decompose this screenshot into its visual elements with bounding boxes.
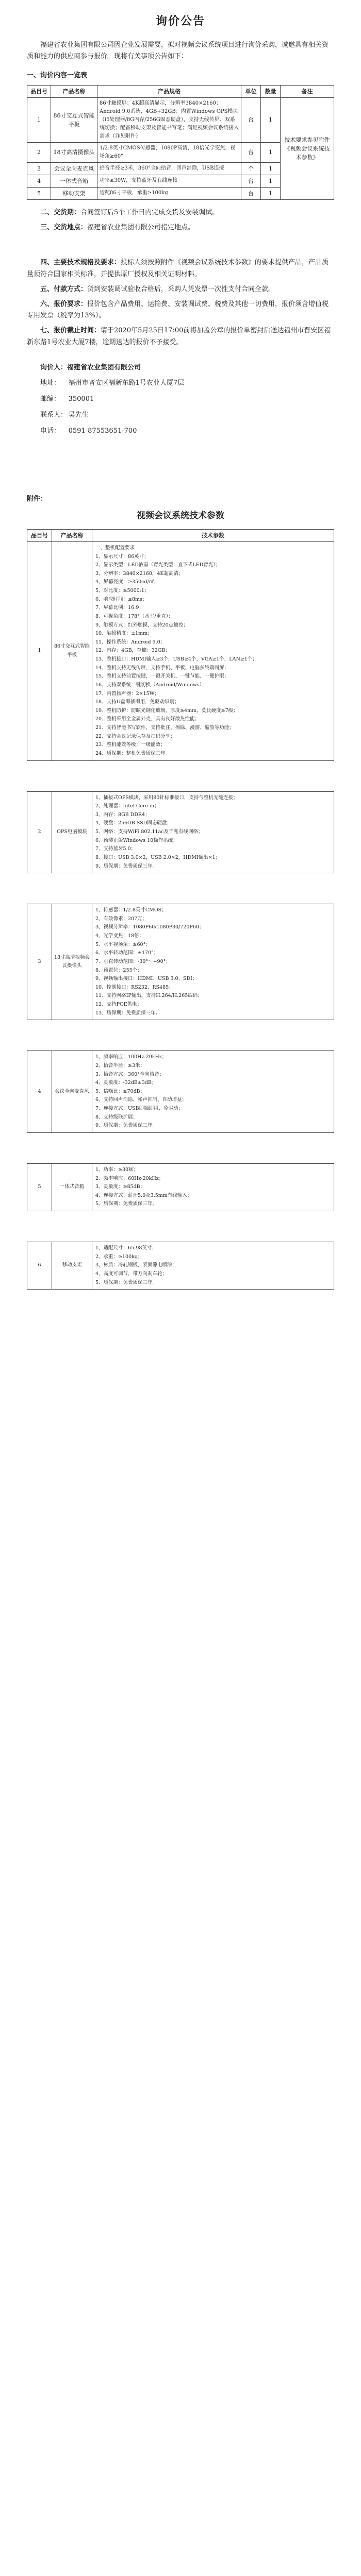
annex-table-row — [27, 1242, 334, 1290]
spec-line: 5、质保期：免费质保三年。 — [95, 1279, 158, 1285]
col-header-name: 产品名称 — [51, 85, 97, 97]
row-qty: 1 — [261, 175, 281, 187]
buyer-contact-value: 吴先生 — [68, 411, 89, 419]
col-header-no: 品目号 — [27, 85, 51, 97]
spec-line: 14、整机支持无线传屏，支持手机、平板、电脑多终端同屏； — [95, 665, 229, 671]
spec-line: 5、信噪比：≥70dB； — [95, 1088, 145, 1094]
annex-table-body — [27, 541, 334, 1289]
spec-line: 7、垂直转动范围：-30°～+90°； — [95, 958, 171, 964]
annex-table-row — [27, 1163, 334, 1211]
page-title: 询价公告 — [155, 14, 205, 28]
row-name: 一体式音箱 — [51, 175, 97, 187]
annex-row-name: 移动支架 — [52, 1242, 92, 1290]
annex-col-no: 品目号 — [27, 529, 52, 541]
spec-line: 16、支持双系统一键切换（Android/Windows）； — [95, 682, 207, 688]
spec-line: 4、光学变焦：18倍； — [95, 933, 144, 939]
spec-line: 19、整机防护：防眩光钢化玻璃，厚度≥4mm，莫氏硬度≥7级； — [95, 707, 238, 714]
spec-line: 5、网络：支持WiFi 802.11ac及千兆有线网络； — [95, 829, 203, 835]
buyer-contact — [40, 410, 334, 421]
buyer-postcode-key: 邮编： — [40, 395, 61, 403]
spec-line: 8、支持级联扩展； — [95, 1114, 138, 1120]
spec-line: 3、灵敏度：≥85dB； — [95, 1184, 145, 1190]
spec-line: 1、频率响应：100Hz-20kHz； — [95, 1054, 167, 1060]
annex-gap-cell — [27, 1132, 334, 1163]
row-unit: 个 — [241, 162, 261, 175]
annex-spec-table — [27, 529, 334, 1290]
spec-line: 1、功率：≥30W； — [95, 1166, 139, 1173]
spec-line: 3、内存：8GB DDR4； — [95, 811, 150, 818]
annex-table-row — [27, 541, 334, 760]
section2-text: 合同签订后5个工作日内完成交货及安装调试。 — [80, 208, 219, 216]
annex-row-spec — [92, 904, 334, 1020]
spec-line: 12、内存：4GB，存储：32GB； — [95, 648, 170, 654]
buyer-phone-value: 0591-87553651-700 — [68, 427, 137, 435]
spec-line: 10、控制接口：RS232、RS485； — [95, 984, 174, 990]
col-header-remark: 备注 — [281, 85, 334, 97]
spec-line: 24、质保期：整机免费质保三年。 — [95, 750, 171, 756]
annex-row-no: 5 — [27, 1163, 52, 1211]
spec-line: 3、视频分辨率：1080P60/1080P30/720P60； — [95, 924, 204, 930]
table-row — [27, 97, 334, 142]
row-spec: 1/2.8英寸CMOS传感器，1080P高清，18倍光学变焦，视场角≥60° — [97, 142, 241, 162]
row-no: 2 — [27, 142, 51, 162]
spec-line: 2、承重：≥100kg； — [95, 1253, 143, 1260]
annex-row-no: 1 — [27, 541, 52, 760]
annex-row-no: 3 — [27, 904, 52, 1020]
annex-col-spec: 技术参数 — [92, 529, 334, 541]
col-header-qty: 数量 — [261, 85, 281, 97]
spec-line: 7、连接方式：USB即插即用，免驱动； — [95, 1106, 184, 1112]
section7-text: 请于2020年5月25日17:00前将加盖公章的报价单密封后送达福州市晋安区福新东路1号农业大厦7楼，逾期送达的报价不予接受。 — [27, 327, 331, 346]
spec-line: 2、有效像素：207万； — [95, 916, 147, 922]
annex-gap-row — [27, 760, 334, 791]
buyer-phone-key: 电话： — [40, 427, 61, 435]
annex-col-name: 产品名称 — [52, 529, 92, 541]
spec-line: 5、水平视场角：≥60°； — [95, 941, 151, 947]
row-unit: 台 — [241, 187, 261, 199]
spec-line: 5、对比度：≥5000:1； — [95, 588, 150, 594]
spec-line: 5、质保期：免费质保三年。 — [95, 1201, 158, 1207]
section2-label: 二、交货期： — [40, 208, 81, 216]
inquiry-table-header — [27, 85, 334, 97]
spec-line: 15、整机支持前置按键，一键开关机、一键节能、一键护眼； — [95, 673, 229, 680]
row-name: 移动支架 — [51, 187, 97, 199]
row-qty: 1 — [261, 142, 281, 162]
annex-row-no: 4 — [27, 1051, 52, 1133]
spec-line: 3、分辨率：3840×2160，4K超高清； — [95, 570, 184, 577]
annex-row-spec — [92, 1163, 334, 1211]
row-qty: 1 — [261, 162, 281, 175]
spec-line: 9、质保期：免费质保三年。 — [95, 863, 158, 869]
spec-line: 2、处理器：Intel Core i5； — [95, 803, 159, 809]
annex-table-row — [27, 1051, 334, 1133]
annex-gap-row — [27, 873, 334, 904]
spec-line: 9、质保期：免费质保三年。 — [95, 1123, 158, 1129]
annex-row-no: 6 — [27, 1242, 52, 1290]
row-no: 5 — [27, 187, 51, 199]
row-no: 3 — [27, 162, 51, 175]
spec-line: 1、显示尺寸：86英寸； — [95, 553, 149, 560]
spec-line: 1、适配尺寸：65-98英寸； — [95, 1245, 157, 1251]
spec-line: 13、质保期：免费质保三年。 — [95, 1010, 161, 1016]
section7-label: 七、报价截止时间： — [40, 327, 101, 335]
buyer-info — [27, 362, 334, 437]
spec-line: 3、拾音方式：360°全向拾音； — [95, 1071, 165, 1077]
section4-text: 投标人须按照附件《视频会议系统技术参数》的要求提供产品，产品质量须符合国家相关标准，并提供原厂授权及相关证明材料。 — [27, 259, 329, 279]
annex-title: 视频会议系统技术参数 — [137, 511, 224, 521]
annex-gap-row — [27, 1020, 334, 1051]
spec-line: 6、响应时间：≤8ms； — [95, 596, 147, 602]
col-header-spec: 产品规格 — [97, 85, 241, 97]
spec-line: 1、插拔式OPS模块，采用80针标准接口，支持与整机无缝连接； — [95, 794, 238, 801]
buyer-address-value: 福州市晋安区福新东路1号农业大厦7层 — [68, 379, 185, 387]
spec-line: 3、材质：冷轧钢板，表面静电喷涂； — [95, 1262, 177, 1268]
section3-delivery-place — [27, 222, 334, 234]
buyer-address — [40, 378, 334, 389]
spec-line: 13、整机接口：HDMI输入≥3个，USB≥4个，VGA≥1个，LAN≥1个； — [95, 656, 257, 663]
row-qty: 1 — [261, 187, 281, 199]
spec-line: 2、显示类型：LED液晶（背光类型：直下式LED背光）； — [95, 562, 221, 568]
buyer-address-key: 地址： — [40, 379, 61, 387]
annex-row-spec — [92, 791, 334, 873]
section5-label: 五、付款方式： — [40, 285, 88, 293]
spec-line: 18、支持U盘即插即用，免驱动识别； — [95, 699, 179, 705]
row-name: 18寸高清摄像头 — [51, 142, 97, 162]
annex-row-spec — [92, 541, 334, 760]
annex-gap-cell — [27, 760, 334, 791]
annex-gap-cell — [27, 1211, 334, 1242]
col-header-unit: 单位 — [241, 85, 261, 97]
spec-line: 11、支持网络IP输出，支持H.264/H.265编码； — [95, 993, 203, 999]
spec-line: 4、硬盘：256GB SSD固态硬盘； — [95, 820, 172, 826]
spec-line: 17、内置扬声器：2×15W； — [95, 690, 159, 697]
intro-paragraph: 福建省农业集团有限公司因企业发展需要，拟对视频会议系统项目进行询价采购，诚邀具有相关资质和能力的供应商参与报价。现将有关事项公告如下： — [27, 41, 329, 61]
annex-gap-cell — [27, 873, 334, 904]
spec-line: 11、操作系统：Android 9.0； — [95, 639, 166, 645]
spec-line: 4、屏幕亮度：≥350cd/㎡； — [95, 579, 159, 585]
section4-label: 四、主要技术规格及要求： — [40, 259, 121, 267]
section1-heading: 一、询价内容一览表 — [27, 72, 88, 79]
annex-gap-row — [27, 1132, 334, 1163]
row-qty: 1 — [261, 97, 281, 142]
annex-gap-row — [27, 1211, 334, 1242]
spec-line: 9、触摸方式：红外触摸，支持20点触控； — [95, 622, 188, 628]
row-unit: 台 — [241, 175, 261, 187]
annex-table-header — [27, 529, 334, 541]
row-spec: 86寸触摸屏；4K超高清显示，分辨率3840×2160；Android 9.0系统，4GB+32GB；内置Windows OPS模块（i5处理器/8G内存/256G固态硬盘），支持无线传屏、双系统切换；配备移动支架及智能书写笔；满足视频会议系统接入需求（详见附件） — [97, 97, 241, 142]
annex-row-spec — [92, 1051, 334, 1133]
annex-label: 附件： — [27, 495, 47, 503]
section5-text: 货到安装调试验收合格后，采购人凭发票一次性支付合同全款。 — [87, 285, 275, 293]
spec-line: 4、灵敏度：-32dB±3dB； — [95, 1080, 157, 1086]
buyer-contact-key: 联系人： — [40, 411, 68, 419]
buyer-postcode — [40, 394, 334, 405]
section3-text: 福建省农业集团有限公司指定地点。 — [87, 223, 195, 231]
row-name: 86寸交互式智能平板 — [51, 97, 97, 142]
buyer-postcode-value: 350001 — [68, 395, 94, 403]
spec-line: 4、高度可调节，带万向刹车轮； — [95, 1270, 168, 1277]
spec-line: 2、拾音半径：≥3米； — [95, 1062, 145, 1069]
row-unit: 台 — [241, 97, 261, 142]
spec-line: 10、触摸精度：±1mm； — [95, 631, 153, 637]
spec-line: 9、视频输出接口：HDMI、USB 3.0、SDI； — [95, 976, 198, 982]
row-spec: 拾音半径≥3米，360°全向拾音，回声消除，USB连接 — [97, 162, 241, 175]
spec-line: 20、整机采用全金属外壳，具有良好散热性能； — [95, 716, 200, 722]
spec-line: 8、预置位：255个； — [95, 967, 142, 973]
row-no: 4 — [27, 175, 51, 187]
spec-line: 一、整机配置要求 — [95, 545, 135, 551]
annex-table-row — [27, 904, 334, 1020]
row-name: 会议全向麦克风 — [51, 162, 97, 175]
spec-line: 21、支持智能书写软件，支持批注、擦除、漫游、缩放等功能； — [95, 725, 234, 731]
section6-label: 六、报价要求： — [40, 300, 88, 308]
buyer-name: 福建省农业集团有限公司 — [67, 363, 141, 371]
annex-row-name: 一体式音箱 — [52, 1163, 92, 1211]
annex-table-row — [27, 791, 334, 873]
annex-row-spec — [92, 1242, 334, 1290]
spec-line: 23、整机能效等级：一级能效； — [95, 742, 166, 748]
section7-deadline — [27, 325, 334, 349]
buyer-name-line — [27, 362, 334, 374]
section3-label: 三、交货地点： — [40, 223, 88, 231]
annex-row-name: 86寸交互式智能平板 — [52, 541, 92, 760]
buyer-phone — [40, 426, 334, 437]
annex-row-name: 18寸高清视频会议摄像头 — [52, 904, 92, 1020]
spec-line: 7、支持蓝牙5.0； — [95, 846, 136, 852]
spec-line: 8、接口：USB 3.0×2，USB 2.0×2，HDMI输出×1； — [95, 854, 221, 860]
spec-line: 22、支持会议记录保存及扫码分享； — [95, 733, 175, 739]
annex-gap-cell — [27, 1020, 334, 1051]
row-remark: 技术要求参见附件《视频会议系统技术参数》 — [281, 97, 334, 199]
spec-line: 6、水平转动范围：±170°； — [95, 950, 159, 956]
spec-line: 2、频率响应：60Hz-20kHz； — [95, 1175, 164, 1181]
annex-row-name: 会议全向麦克风 — [52, 1051, 92, 1133]
annex-row-no: 2 — [27, 791, 52, 873]
section6-quote-requirements — [27, 299, 334, 323]
spec-line: 8、可视角度：178°（水平/垂直）； — [95, 613, 173, 619]
row-spec: 功率≥30W，支持蓝牙及有线连接 — [97, 175, 241, 187]
row-no: 1 — [27, 97, 51, 142]
spec-line: 6、预装正版Windows 10操作系统； — [95, 837, 178, 843]
annex-row-name: OPS电脑模块 — [52, 791, 92, 873]
row-unit: 台 — [241, 142, 261, 162]
section4-tech-requirements — [27, 257, 334, 281]
section5-payment — [27, 284, 334, 296]
buyer-label: 询价人： — [40, 363, 68, 371]
spec-line: 1、传感器：1/2.8英寸CMOS； — [95, 907, 167, 913]
section6-text: 报价包含产品费用、运输费、安装调试费、税费及其他一切费用，报价须含增值税专用发票（税率为13%）。 — [27, 300, 329, 320]
section2-delivery-time — [27, 207, 334, 219]
spec-line: 12、支持POE供电； — [95, 1002, 142, 1008]
spec-line: 7、屏幕比例：16:9； — [95, 605, 144, 611]
spec-line: 6、支持回声消除、噪声抑制、自动增益； — [95, 1097, 187, 1103]
row-spec: 适配86寸平板，承重≥100kg — [97, 187, 241, 199]
spec-line: 4、连接方式：蓝牙5.0及3.5mm有线输入； — [95, 1192, 192, 1198]
inquiry-table — [27, 85, 334, 200]
